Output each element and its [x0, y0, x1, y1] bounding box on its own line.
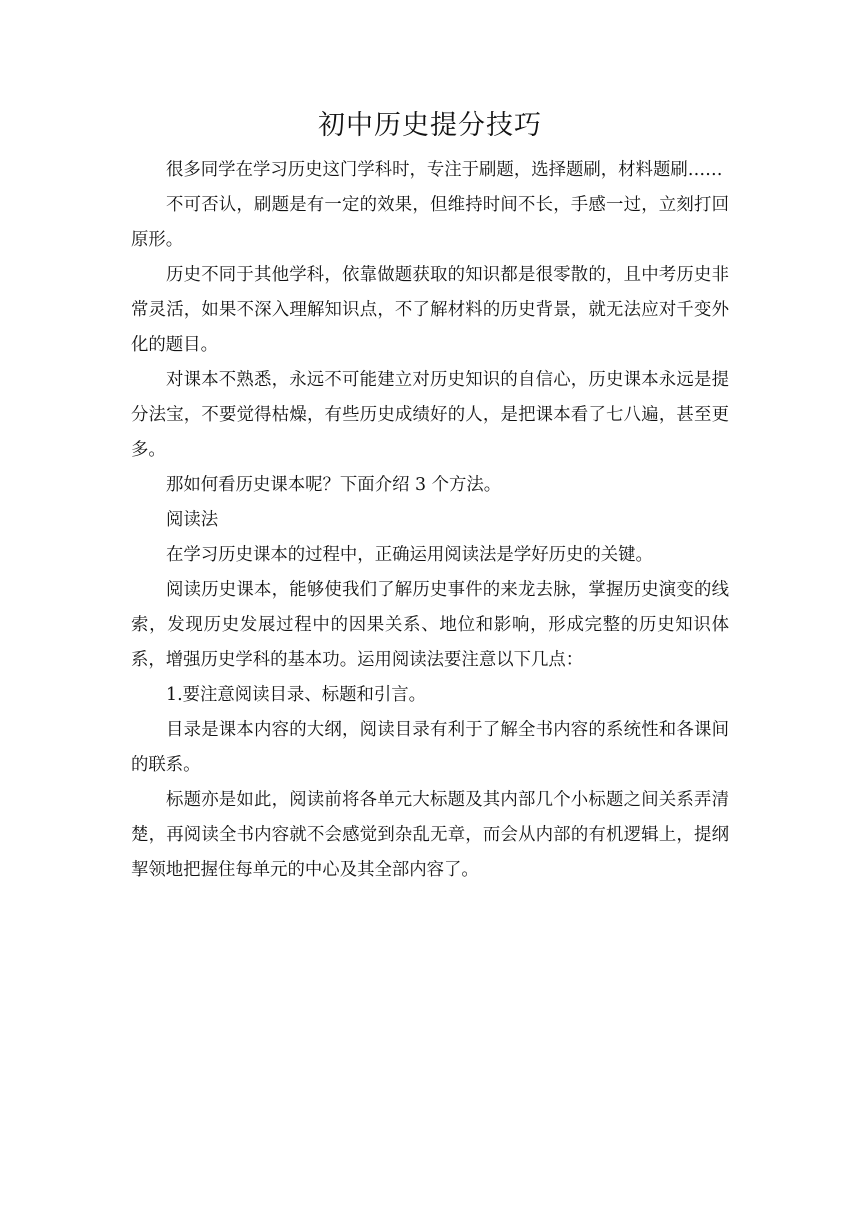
paragraph: 那如何看历史课本呢？下面介绍 3 个方法。 — [166, 475, 502, 495]
paragraph: 对课本不熟悉，永远不可能建立对历史知识的自信心，历史课本永远是提分法宝，不要觉得枯燥，有些历史成绩好的人，是把课本看了七八遍，甚至更多。 — [131, 370, 729, 460]
numbered-point: 1.要注意阅读目录、标题和引言。 — [166, 685, 427, 705]
paragraph: 阅读历史课本，能够使我们了解历史事件的来龙去脉，掌握历史演变的线索，发现历史发展过程中的因果关系、地位和影响，形成完整的历史知识体系，增强历史学科的基本功。运用阅读法要注意以下几点： — [131, 580, 729, 670]
paragraph: 在学习历史课本的过程中，正确运用阅读法是学好历史的关键。 — [166, 545, 653, 565]
paragraph: 很多同学在学习历史这门学科时，专注于刷题，选择题刷，材料题刷…… — [166, 160, 723, 180]
document-body — [131, 153, 729, 888]
paragraph: 历史不同于其他学科，依靠做题获取的知识都是很零散的，且中考历史非常灵活，如果不深入理解知识点，不了解材料的历史背景，就无法应对千变外化的题目。 — [131, 265, 729, 355]
paragraph: 标题亦是如此，阅读前将各单元大标题及其内部几个小标题之间关系弄清楚，再阅读全书内容就不会感觉到杂乱无章，而会从内部的有机逻辑上，提纲挈领地把握住每单元的中心及其全部内容了。 — [131, 790, 729, 880]
paragraph: 不可否认，刷题是有一定的效果，但维持时间不长，手感一过，立刻打回原形。 — [131, 195, 729, 250]
section-heading: 阅读法 — [166, 510, 219, 530]
paragraph: 目录是课本内容的大纲，阅读目录有利于了解全书内容的系统性和各课间的联系。 — [131, 720, 729, 775]
document-title: 初中历史提分技巧 — [318, 110, 542, 141]
